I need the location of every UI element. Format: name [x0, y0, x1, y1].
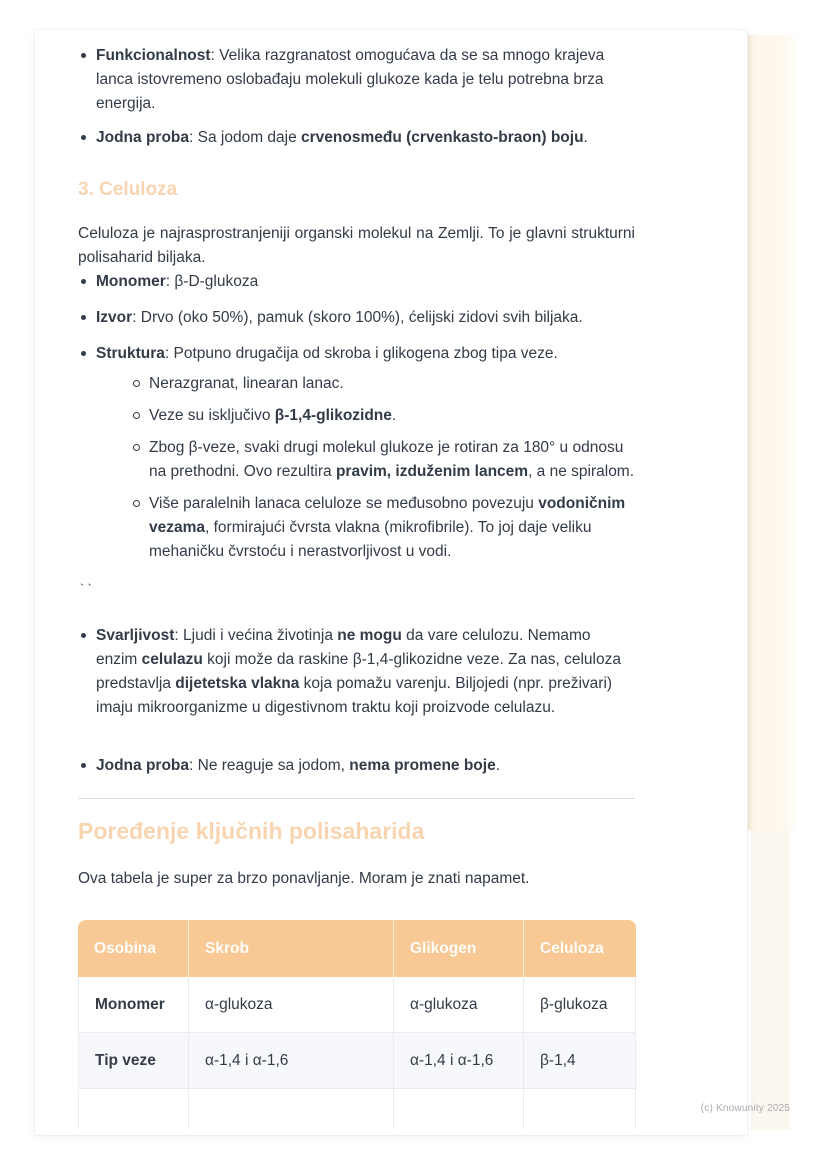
- table-cell: [524, 1089, 636, 1129]
- table-cell: Monomer: [78, 977, 189, 1033]
- celuloza-properties-list: [78, 270, 635, 564]
- sub-list-item: Više paralelnih lanaca celuloze se međusobno povezuju vodoničnim vezama, formirajući čvrsta vlakna (mikrofibrile). To joj daje veliku mehaničku čvrstoću i nerastvorljivost u vodi.: [131, 492, 635, 564]
- table-cell: [78, 1089, 189, 1129]
- celuloza-intro-paragraph: Celuloza je najrasprostranjeniji organski molekul na Zemlji. To je glavni strukturni polisaharid biljaka.: [78, 225, 635, 266]
- document-page: [35, 30, 747, 1135]
- comparison-heading: Poređenje ključnih polisaharida: [78, 818, 425, 844]
- sub-list-item: Nerazgranat, linearan lanac.: [131, 372, 635, 396]
- table-cell: [394, 1089, 524, 1129]
- list-item: Izvor: Drvo (oko 50%), pamuk (skoro 100%), ćelijski zidovi svih biljaka.: [78, 306, 635, 330]
- table-row-clipped: [78, 1089, 636, 1129]
- table-cell: Tip veze: [78, 1033, 189, 1089]
- polysaccharide-comparison-table: [78, 920, 636, 1129]
- sub-list-item: Veze su isključivo β-1,4-glikozidne.: [131, 404, 635, 428]
- sub-list-item: Zbog β-veze, svaki drugi molekul glukoze je rotiran za 180° u odnosu na prethodni. Ovo rezultira pravim, izduženim lancem, a ne spiralom.: [131, 436, 635, 484]
- list-item: [78, 342, 635, 564]
- adjacent-page-edge-top: [748, 35, 795, 830]
- table-cell: β-glukoza: [524, 977, 636, 1033]
- list-item-text: Struktura: Potpuno drugačija od skroba i glikogena zbog tipa veze.: [96, 345, 558, 362]
- knowunity-watermark: (c) Knowunity 2025: [700, 1103, 790, 1114]
- table-header-cell: Skrob: [189, 920, 394, 977]
- table-row: [78, 977, 636, 1033]
- adjacent-page-edge-bottom: [751, 830, 790, 1130]
- table-header-row: [78, 920, 636, 977]
- section-divider: [78, 798, 635, 799]
- glycogen-properties-list: [78, 44, 635, 150]
- table-cell: α-1,4 i α-1,6: [189, 1033, 394, 1089]
- table-cell: α-1,4 i α-1,6: [394, 1033, 524, 1089]
- table-cell: α-glukoza: [394, 977, 524, 1033]
- table-header-cell: Celuloza: [524, 920, 636, 977]
- list-item: Monomer: β-D-glukoza: [78, 270, 635, 294]
- table-header-cell: Osobina: [78, 920, 189, 977]
- list-item: Jodna proba: Sa jodom daje crvenosmeđu (crvenkasto-braon) boju.: [78, 126, 635, 150]
- table-cell: α-glukoza: [189, 977, 394, 1033]
- struktura-sub-list: [131, 372, 635, 564]
- comparison-intro-paragraph: Ova tabela je super za brzo ponavljanje. Moram je znati napamet.: [78, 870, 530, 887]
- table-cell: [189, 1089, 394, 1129]
- celuloza-properties-list-2: [78, 624, 635, 778]
- table-header-cell: Glikogen: [394, 920, 524, 977]
- list-item: Jodna proba: Ne reaguje sa jodom, nema promene boje.: [78, 754, 635, 778]
- list-item: Svarljivost: Ljudi i većina životinja ne mogu da vare celulozu. Nemamo enzim celulazu koji može da raskine β-1,4-glikozidne veze. Za nas, celuloza predstavlja dijetetska vlakna koja pomažu varenju. Biljojedi (npr. preživari) imaju mikroorganizme u digestivnom traktu koji proizvode celulazu.: [78, 624, 635, 744]
- table-row: [78, 1033, 636, 1089]
- document-content: [78, 44, 635, 1129]
- stray-backticks: ``: [78, 582, 94, 597]
- list-item: Funkcionalnost: Velika razgranatost omogućava da se sa mnogo krajeva lanca istovremeno oslobađaju molekuli glukoze kada je telu potrebna brza energija.: [78, 44, 635, 116]
- table-cell: β-1,4: [524, 1033, 636, 1089]
- section-heading-celuloza: 3. Celuloza: [78, 179, 178, 200]
